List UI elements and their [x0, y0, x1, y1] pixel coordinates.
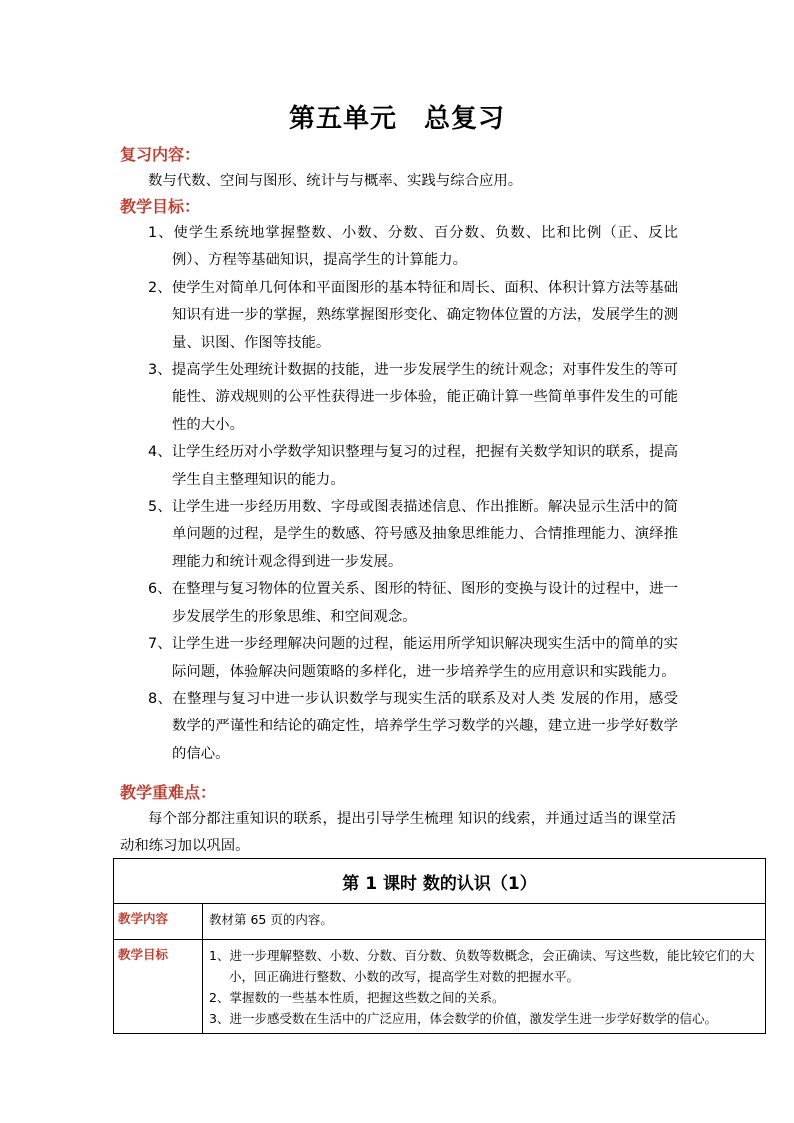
lesson-title: 第 1 课时 数的认识（1）: [114, 859, 766, 904]
key-difficulties-text: 每个部分都注重知识的联系，提出引导学生梳理 知识的线索，并通过适当的课堂活动和练习加以巩固。: [120, 811, 676, 854]
lesson-objective-item: 2、掌握数的一些基本性质，把握这些数之间的关系。: [209, 990, 505, 1005]
lesson-content-text: 教材第 65 页的内容。: [203, 904, 766, 940]
goal-item: 1、使学生系统地掌握整数、小数、分数、百分数、负数、比和比例（正、反比例）、方程等基础知识，提高学生的计算能力。: [148, 225, 678, 269]
teaching-goals-heading: 教学目标：: [120, 197, 201, 216]
lesson-content-row: [114, 904, 766, 940]
lesson-content-label: 教学内容: [114, 904, 203, 940]
review-content-text: 数与代数、空间与图形、统计与与概率、实践与综合应用。: [148, 173, 523, 189]
key-difficulties-heading: 教学重难点：: [120, 783, 217, 802]
unit-title: 第五单元 总复习: [288, 104, 505, 134]
review-content-heading: 复习内容：: [120, 145, 201, 164]
goal-item: 5、让学生进一步经历用数、字母或图表描述信息、作出推断。解决显示生活中的简单问题的过程，是学生的数感、符号感及抽象思维能力、合情推理能力、演绎推理能力和统计观念得到进一步发展。: [148, 499, 678, 570]
lesson-title-row: [114, 859, 766, 904]
goal-item: 4、让学生经历对小学数学知识整理与复习的过程，把握有关数学知识的联系，提高学生自主整理知识的能力。: [148, 444, 678, 488]
goal-item: 2、使学生对简单几何体和平面图形的基本特征和周长、面积、体积计算方法等基础知识有进一步的掌握，熟练掌握图形变化、确定物体位置的方法，发展学生的测量、识图、作图等技能。: [148, 279, 678, 351]
lesson-objectives-cell: [203, 940, 766, 1034]
lesson-objectives-list: [209, 945, 761, 1029]
goal-item: 8、在整理与复习中进一步认识数学与现实生活的联系及对人类 发展的作用，感受数学的严谨性和结论的确定性，培养学生学习数学的兴趣，建立进一步学好数学的信心。: [148, 690, 678, 762]
lesson-plan-table: [113, 858, 766, 1034]
teaching-goals-list: [148, 220, 678, 768]
lesson-objectives-row: [114, 940, 766, 1034]
lesson-objective-item: 3、进一步感受数在生活中的广泛应用，体会数学的价值，激发学生进一步学好数学的信心。: [209, 1011, 717, 1026]
lesson-objectives-label: 教学目标: [114, 940, 203, 1034]
goal-item: 6、在整理与复习物体的位置关系、图形的特征、图形的变换与设计的过程中，进一步发展学生的形象思维、和空间观念。: [148, 581, 678, 625]
goal-item: 7、让学生进一步经理解决问题的过程，能运用所学知识解决现实生活中的简单的实际问题，体验解决问题策略的多样化，进一步培养学生的应用意识和实践能力。: [148, 636, 678, 680]
lesson-objective-item: 1、进一步理解整数、小数、分数、百分数、负数等数概念，会正确读、写这些数，能比较它们的大小，回正确进行整数、小数的改写，提高学生对数的把握水平。: [209, 948, 755, 984]
goal-item: 3、提高学生处理统计数据的技能，进一步发展学生的统计观念；对事件发生的等可能性、游戏规则的公平性获得进一步体验，能正确计算一些简单事件发生的可能性的大小。: [148, 362, 678, 433]
